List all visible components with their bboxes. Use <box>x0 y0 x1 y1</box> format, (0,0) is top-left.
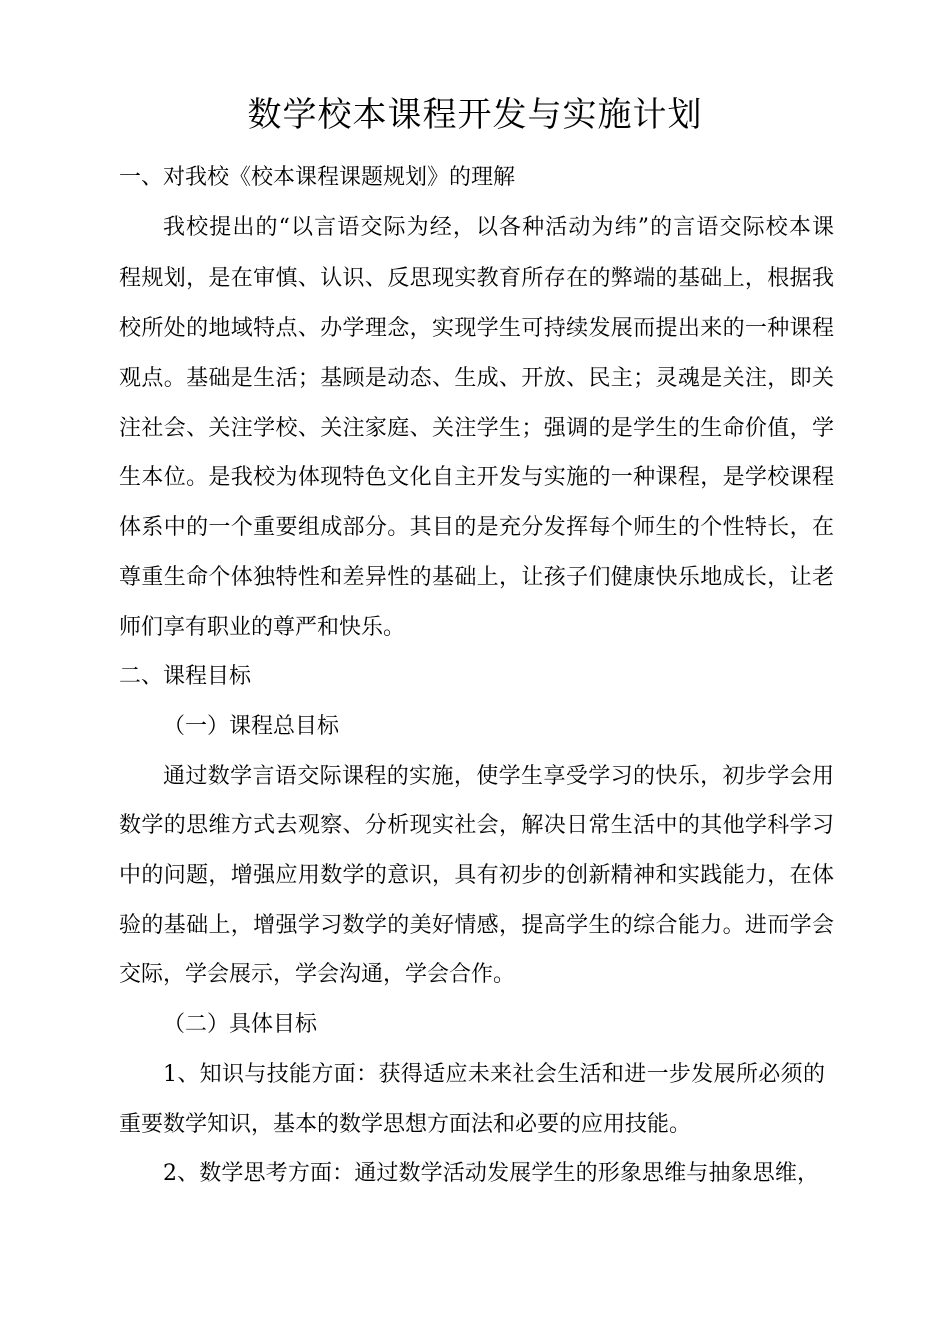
section-heading-1: 一、对我校《校本课程课题规划》的理解 <box>119 165 516 190</box>
paragraph-line: 1、知识与技能方面：获得适应未来社会生活和进一步发展所必须的 <box>163 1062 825 1087</box>
paragraph-line: 尊重生命个体独特性和差异性的基础上，让孩子们健康快乐地成长，让老 <box>119 565 834 590</box>
subsection-heading-1: （一）课程总目标 <box>163 714 340 739</box>
document-title: 数学校本课程开发与实施计划 <box>247 95 703 135</box>
paragraph-line: 中的问题，增强应用数学的意识，具有初步的创新精神和实践能力，在体 <box>119 863 834 888</box>
subsection-heading-2: （二）具体目标 <box>163 1012 318 1037</box>
paragraph-line: 观点。基础是生活；基顾是动态、生成、开放、民主；灵魂是关注，即关 <box>119 366 834 391</box>
paragraph-line: 程规划，是在审慎、认识、反思现实教育所存在的弊端的基础上，根据我 <box>119 266 834 291</box>
paragraph-line: 验的基础上，增强学习数学的美好情感，提高学生的综合能力。进而学会 <box>119 913 834 938</box>
paragraph-line: 通过数学言语交际课程的实施，使学生享受学习的快乐，初步学会用 <box>163 764 834 789</box>
paragraph-line: 重要数学知识，基本的数学思想方面法和必要的应用技能。 <box>119 1112 692 1137</box>
paragraph-line: 师们享有职业的尊严和快乐。 <box>119 615 406 640</box>
section-heading-2: 二、课程目标 <box>119 664 252 689</box>
paragraph-line: 校所处的地域特点、办学理念，实现学生可持续发展而提出来的一种课程 <box>119 316 834 341</box>
paragraph-line: 交际，学会展示，学会沟通，学会合作。 <box>119 962 516 987</box>
paragraph-line: 生本位。是我校为体现特色文化自主开发与实施的一种课程，是学校课程 <box>119 465 834 490</box>
paragraph-line: 数学的思维方式去观察、分析现实社会，解决日常生活中的其他学科学习 <box>119 813 834 838</box>
paragraph-line: 2、数学思考方面：通过数学活动发展学生的形象思维与抽象思维， <box>163 1161 819 1186</box>
paragraph-line: 注社会、关注学校、关注家庭、关注学生；强调的是学生的生命价值，学 <box>119 416 834 441</box>
paragraph-line: 我校提出的“以言语交际为经，以各种活动为纬”的言语交际校本课 <box>163 215 834 240</box>
paragraph-line: 体系中的一个重要组成部分。其目的是充分发挥每个师生的个性特长，在 <box>119 515 834 540</box>
